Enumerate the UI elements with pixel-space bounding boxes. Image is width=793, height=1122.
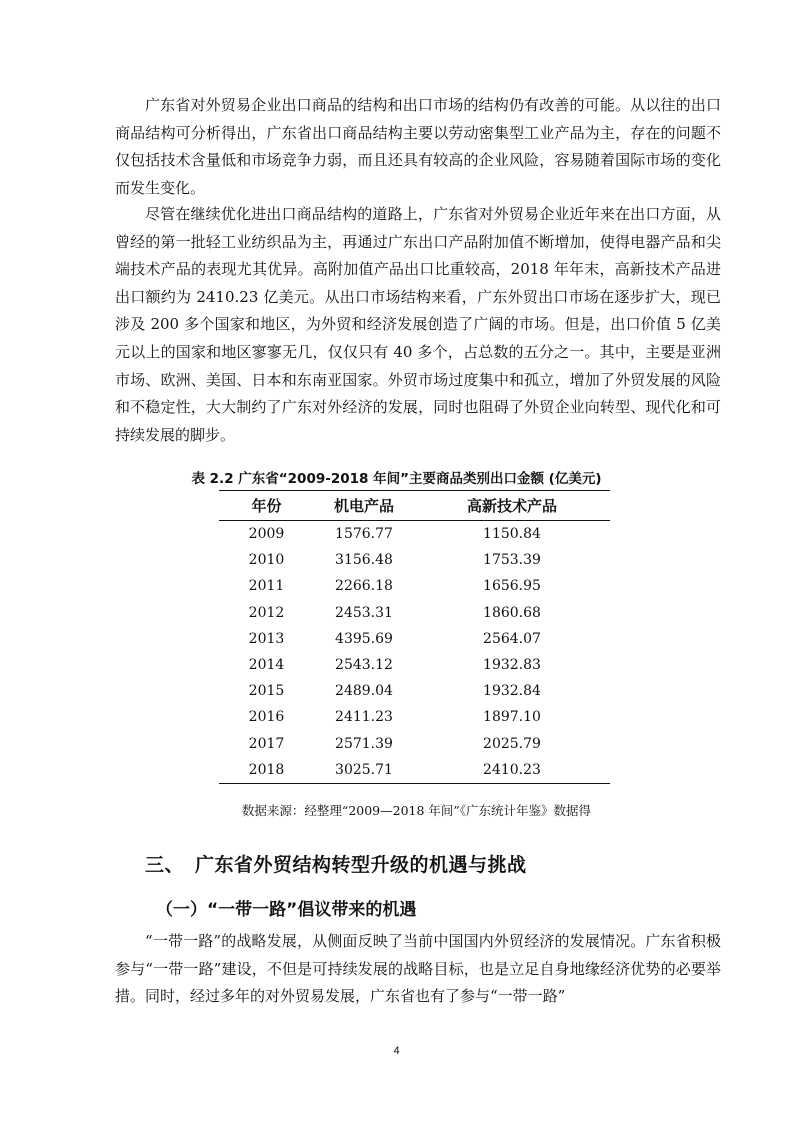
header-year: 年份 bbox=[219, 491, 314, 521]
table-row bbox=[219, 731, 610, 757]
table-row bbox=[219, 573, 610, 599]
table-row bbox=[219, 521, 610, 548]
cell-year: 2010 bbox=[248, 552, 285, 569]
cell-electromechanical: 4395.69 bbox=[335, 630, 393, 647]
cell-year: 2011 bbox=[248, 578, 285, 595]
cell-high-tech: 2025.79 bbox=[483, 735, 541, 752]
cell-electromechanical: 2571.39 bbox=[335, 735, 393, 752]
cell-electromechanical: 2266.18 bbox=[335, 578, 393, 595]
paragraph-market-structure: 尽管在继续优化进出口商品结构的道路上，广东省对外贸易企业近年来在出口方面，从曾经的第一批轻工业纺织品为主，再通过广东出口产品附加值不断增加，使得电器产品和尖端技术产品的表现尤其优异。高附加值产品出口比重较高，2018 年年末，高新技术产品进出口额约为 2410.23 亿美元。从出口市场结构来看，广东外贸出口市场在逐步扩大，现已涉及 200 多个国家和地区，为外贸和经济发展创造了广阔的市场。但是，出口价值 5 亿美元以上的国家和地区寥寥无几，仅仅只有 40 多个，占总数的五分之一。其中，主要是亚洲市场、欧洲、美国、日本和东南亚国家。外贸市场过度集中和孤立，增加了外贸发展的风险和不稳定性，大大制约了广东对外经济的发展，同时也阻碍了外贸企业向转型、现代化和可持续发展的脚步。 bbox=[115, 205, 721, 444]
table-row bbox=[219, 757, 610, 784]
cell-electromechanical: 3156.48 bbox=[335, 552, 393, 569]
page-number: 4 bbox=[393, 1045, 400, 1057]
table-caption: 表 2.2 广东省“2009-2018 年间”主要商品类别出口金额 (亿美元) bbox=[191, 471, 602, 487]
table-row bbox=[219, 547, 610, 573]
cell-high-tech: 2410.23 bbox=[414, 757, 610, 784]
cell-year: 2014 bbox=[248, 657, 285, 674]
table-row bbox=[219, 652, 610, 678]
cell-high-tech: 1932.83 bbox=[483, 657, 541, 674]
export-table bbox=[219, 490, 610, 784]
header-high-tech: 高新技术产品 bbox=[414, 491, 610, 521]
cell-electromechanical: 2543.12 bbox=[335, 657, 393, 674]
cell-year: 2018 bbox=[219, 757, 314, 784]
cell-electromechanical: 2453.31 bbox=[335, 604, 393, 621]
section-heading bbox=[145, 850, 527, 877]
cell-year: 2017 bbox=[248, 735, 285, 752]
cell-high-tech: 1897.10 bbox=[483, 709, 541, 726]
cell-high-tech: 2564.07 bbox=[483, 630, 541, 647]
paragraph-export-structure: 广东省对外贸易企业出口商品的结构和出口市场的结构仍有改善的可能。从以往的出口商品结构可分析得出，广东省出口商品结构主要以劳动密集型工业产品为主，存在的问题不仅包括技术含量低和市场竞争力弱，而且还具有较高的企业风险，容易随着国际市场的变化而发生变化。 bbox=[115, 96, 721, 197]
cell-high-tech: 1150.84 bbox=[483, 526, 541, 543]
table-row bbox=[219, 626, 610, 652]
cell-high-tech: 1932.84 bbox=[483, 683, 541, 700]
section-number: 三、 bbox=[145, 854, 185, 876]
table-row bbox=[219, 678, 610, 704]
cell-year: 2012 bbox=[248, 604, 285, 621]
cell-year: 2016 bbox=[248, 709, 285, 726]
cell-electromechanical: 2411.23 bbox=[335, 709, 393, 726]
cell-electromechanical: 2489.04 bbox=[335, 683, 393, 700]
cell-year: 2015 bbox=[248, 683, 285, 700]
cell-high-tech: 1753.39 bbox=[483, 552, 541, 569]
header-electromechanical: 机电产品 bbox=[314, 491, 414, 521]
section-title: 广东省外贸结构转型升级的机遇与挑战 bbox=[195, 854, 527, 876]
cell-high-tech: 1860.68 bbox=[483, 604, 541, 621]
subsection-heading: （一）“一带一路”倡议带来的机遇 bbox=[156, 900, 417, 920]
cell-year: 2013 bbox=[248, 630, 285, 647]
cell-high-tech: 1656.95 bbox=[483, 578, 541, 595]
cell-year: 2009 bbox=[248, 526, 285, 543]
paragraph-belt-and-road: “一带一路”的战略发展，从侧面反映了当前中国国内外贸经济的发展情况。广东省积极参与“一带一路”建设，不但是可持续发展的战略目标，也是立足自身地缘经济优势的必要举措。同时，经过多年的对外贸易发展，广东省也有了参与“一带一路” bbox=[115, 932, 721, 1006]
table-row bbox=[219, 600, 610, 626]
cell-electromechanical: 1576.77 bbox=[335, 526, 393, 543]
table-source-note: 数据来源：经整理“2009—2018 年间”《广东统计年鉴》数据得 bbox=[241, 803, 592, 818]
table-row bbox=[219, 704, 610, 730]
table-header-row bbox=[219, 491, 610, 521]
cell-electromechanical: 3025.71 bbox=[314, 757, 414, 784]
